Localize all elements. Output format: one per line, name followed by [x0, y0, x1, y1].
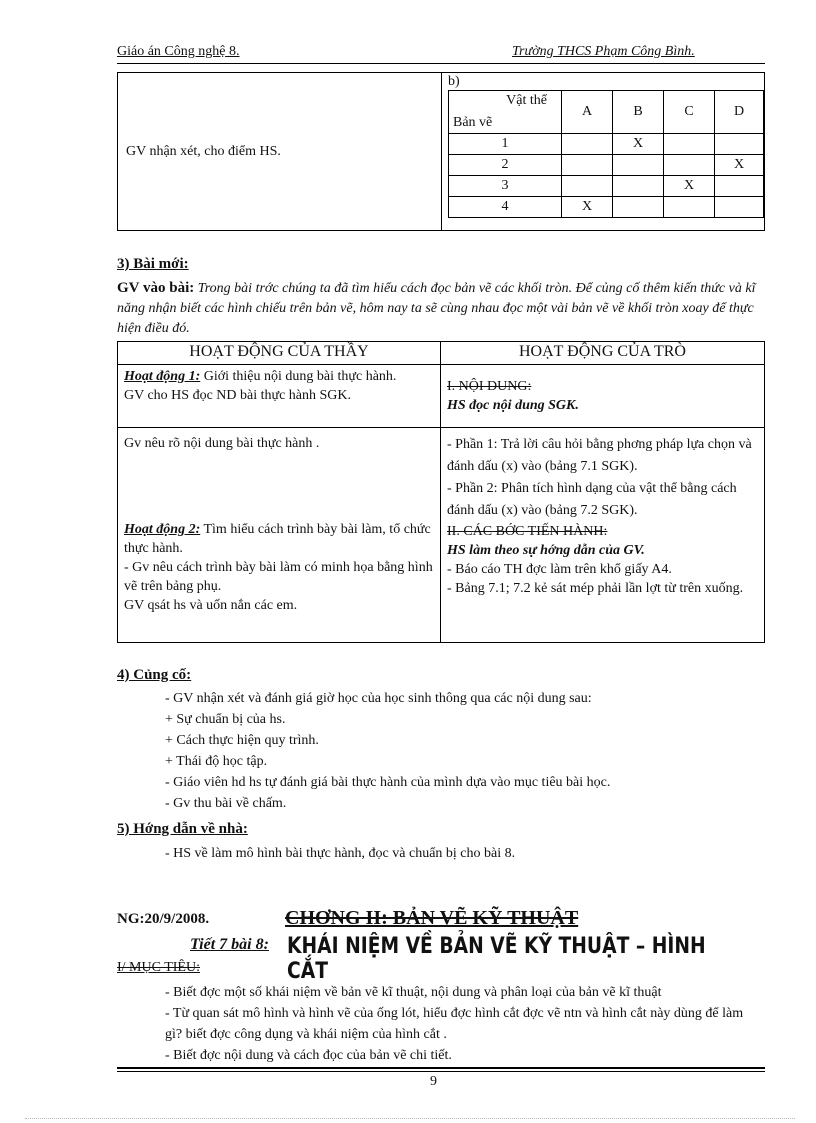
row-number: 1: [449, 134, 562, 155]
activity-note: Gv nêu rõ nội dung bài thực hành .: [124, 436, 320, 451]
grid-cell: X: [562, 197, 613, 218]
part2-description: - Phần 2: Phân tích hình dạng của vật thể bằng cách đánh dấu (x) vào (bảng 7.2 SGK).: [447, 481, 737, 518]
teacher-column-header: HOẠT ĐỘNG CỦA THẦY: [118, 342, 441, 365]
teacher-remark: GV nhận xét, cho điểm HS.: [126, 143, 281, 159]
intro-label: GV vào bài:: [117, 280, 195, 296]
row-number: 3: [449, 176, 562, 197]
activity1-instruction: GV cho HS đọc ND bài thực hành SGK.: [124, 388, 352, 403]
row-number: 4: [449, 197, 562, 218]
header-school-name: Trường THCS Phạm Công Bình.: [512, 44, 695, 59]
lesson-title: KHÁI NIỆM VỀ BẢN VẼ KỸ THUẬT – HÌNH CẮT: [287, 934, 706, 984]
answer-grid: [448, 90, 764, 218]
grid-cell: [715, 176, 764, 197]
review-table: [117, 72, 765, 231]
grid-cell: [613, 155, 664, 176]
activity1-teacher-cell: [118, 365, 441, 428]
activity2-supervision: GV qsát hs và uốn nắn các em.: [124, 598, 298, 613]
consolidation-list: [165, 688, 765, 814]
review-left-cell: [118, 73, 442, 231]
grid-corner: [449, 91, 562, 134]
table-row: [449, 197, 764, 218]
lesson-intro: [117, 278, 763, 339]
activity1-label: Hoạt động 1:: [124, 369, 201, 384]
section-new-lesson-heading: 3) Bài mới:: [117, 256, 189, 272]
lesson-date: NG:20/9/2008.: [117, 911, 210, 927]
grid-cell: [664, 197, 715, 218]
header-course-title: Giáo án Công nghệ 8.: [117, 44, 240, 59]
col-header: B: [613, 91, 664, 134]
grid-cell: [664, 155, 715, 176]
list-item: - Biết đợc nội dung và cách đọc của bản vẽ chi tiết.: [165, 1048, 452, 1063]
activity-table: [117, 341, 765, 643]
list-item: - GV nhận xét và đánh giá giờ học của học sinh thông qua các nội dung sau:: [165, 691, 592, 706]
steps-heading: II. CÁC BỚC TIẾN HÀNH:: [447, 524, 608, 539]
grid-cell: [562, 134, 613, 155]
section-consolidation-heading: 4) Củng cố:: [117, 667, 192, 683]
grid-cell: [664, 134, 715, 155]
grid-cell: [562, 176, 613, 197]
table-note: - Bảng 7.1; 7.2 kẻ sát mép phải lần lợt từ trên xuống.: [447, 581, 744, 596]
list-item: - Biết đợc một số khái niệm về bản vẽ kĩ thuật, nội dung và phân loại của bản vẽ kĩ thuật: [165, 985, 662, 1000]
list-item: + Sự chuẩn bị của hs.: [165, 712, 286, 727]
list-item: - Gv thu bài về chấm.: [165, 796, 287, 811]
list-item: - Từ quan sát mô hình và hình vẽ của ống lót, hiểu đợc hình cắt đợc vẽ ntn và hình cắt này dùng để làm gì? biết đợc công dụng và khái niệm của hình cắt .: [165, 1006, 744, 1042]
page-edge: [25, 1118, 795, 1119]
content-task: HS đọc nội dung SGK.: [447, 398, 579, 413]
activity1-title: Giới thiệu nội dung bài thực hành.: [200, 369, 397, 384]
col-header: D: [715, 91, 764, 134]
col-header: A: [562, 91, 613, 134]
grid-cell: [715, 197, 764, 218]
list-item: + Cách thực hiện quy trình.: [165, 733, 319, 748]
part1-description: - Phần 1: Trả lời câu hỏi bằng phơng pháp lựa chọn và đánh dấu (x) vào (bảng 7.1 SGK).: [447, 437, 752, 474]
grid-cell: [562, 155, 613, 176]
list-item: - Giáo viên hd hs tự đánh giá bài thực hành của mình dựa vào mục tiêu bài học.: [165, 775, 611, 790]
steps-task: HS làm theo sự hớng dẫn của GV.: [447, 543, 645, 558]
activity2-student-cell: [441, 428, 765, 643]
activity2-step: - Gv nêu cách trình bày bài làm có minh họa bằng hình vẽ trên bảng phụ.: [124, 560, 433, 594]
table-row: [449, 155, 764, 176]
review-right-cell: [442, 73, 765, 231]
objectives-list: [165, 982, 755, 1066]
footer-divider-thin: [117, 1071, 765, 1072]
list-item: + Thái độ học tập.: [165, 754, 268, 769]
grid-cell: X: [715, 155, 764, 176]
activity1-student-cell: [441, 365, 765, 428]
grid-cell: X: [613, 134, 664, 155]
report-note: - Báo cáo TH đợc làm trên khổ giấy A4.: [447, 562, 672, 577]
intro-text: Trong bài trớc chúng ta đã tìm hiểu cách đọc bản vẽ các khối tròn. Để củng cố thêm kiến thức và kĩ năng nhận biết các hình chiếu trên bản vẽ, hôm nay ta sẽ cùng nhau đọc một vài bản vẽ về khối tròn xoay để thực hiện điều đó.: [117, 281, 756, 336]
grid-cell: [715, 134, 764, 155]
homework-item: - HS về làm mô hình bài thực hành, đọc và chuẩn bị cho bài 8.: [165, 846, 516, 861]
corner-drawing-label: Bản vẽ: [453, 115, 493, 130]
student-column-header: HOẠT ĐỘNG CỦA TRÒ: [441, 342, 765, 365]
footer-divider: [117, 1067, 765, 1069]
grid-cell: X: [664, 176, 715, 197]
activity2-teacher-cell: [118, 428, 441, 643]
table-row: [449, 176, 764, 197]
objectives-heading: I/ MỤC TIÊU:: [117, 960, 200, 975]
page-number: 9: [430, 1074, 437, 1089]
corner-object-label: Vật thể: [506, 93, 547, 108]
activity2-label: Hoạt động 2:: [124, 522, 201, 537]
table-row: [449, 134, 764, 155]
activity2-title: Tìm hiểu cách trình bày bài làm, tổ chức thực hành.: [124, 522, 431, 556]
part-label: b): [448, 74, 460, 89]
grid-cell: [613, 176, 664, 197]
grid-cell: [613, 197, 664, 218]
col-header: C: [664, 91, 715, 134]
chapter-title: CHƠNG II: BẢN VẼ KỸ THUẬT: [285, 907, 579, 929]
header-divider: [117, 63, 765, 64]
lesson-number: Tiết 7 bài 8:: [190, 936, 269, 953]
row-number: 2: [449, 155, 562, 176]
section-homework-heading: 5) Hớng dẫn về nhà:: [117, 821, 248, 837]
content-heading: I. NỘI DUNG:: [447, 379, 532, 394]
